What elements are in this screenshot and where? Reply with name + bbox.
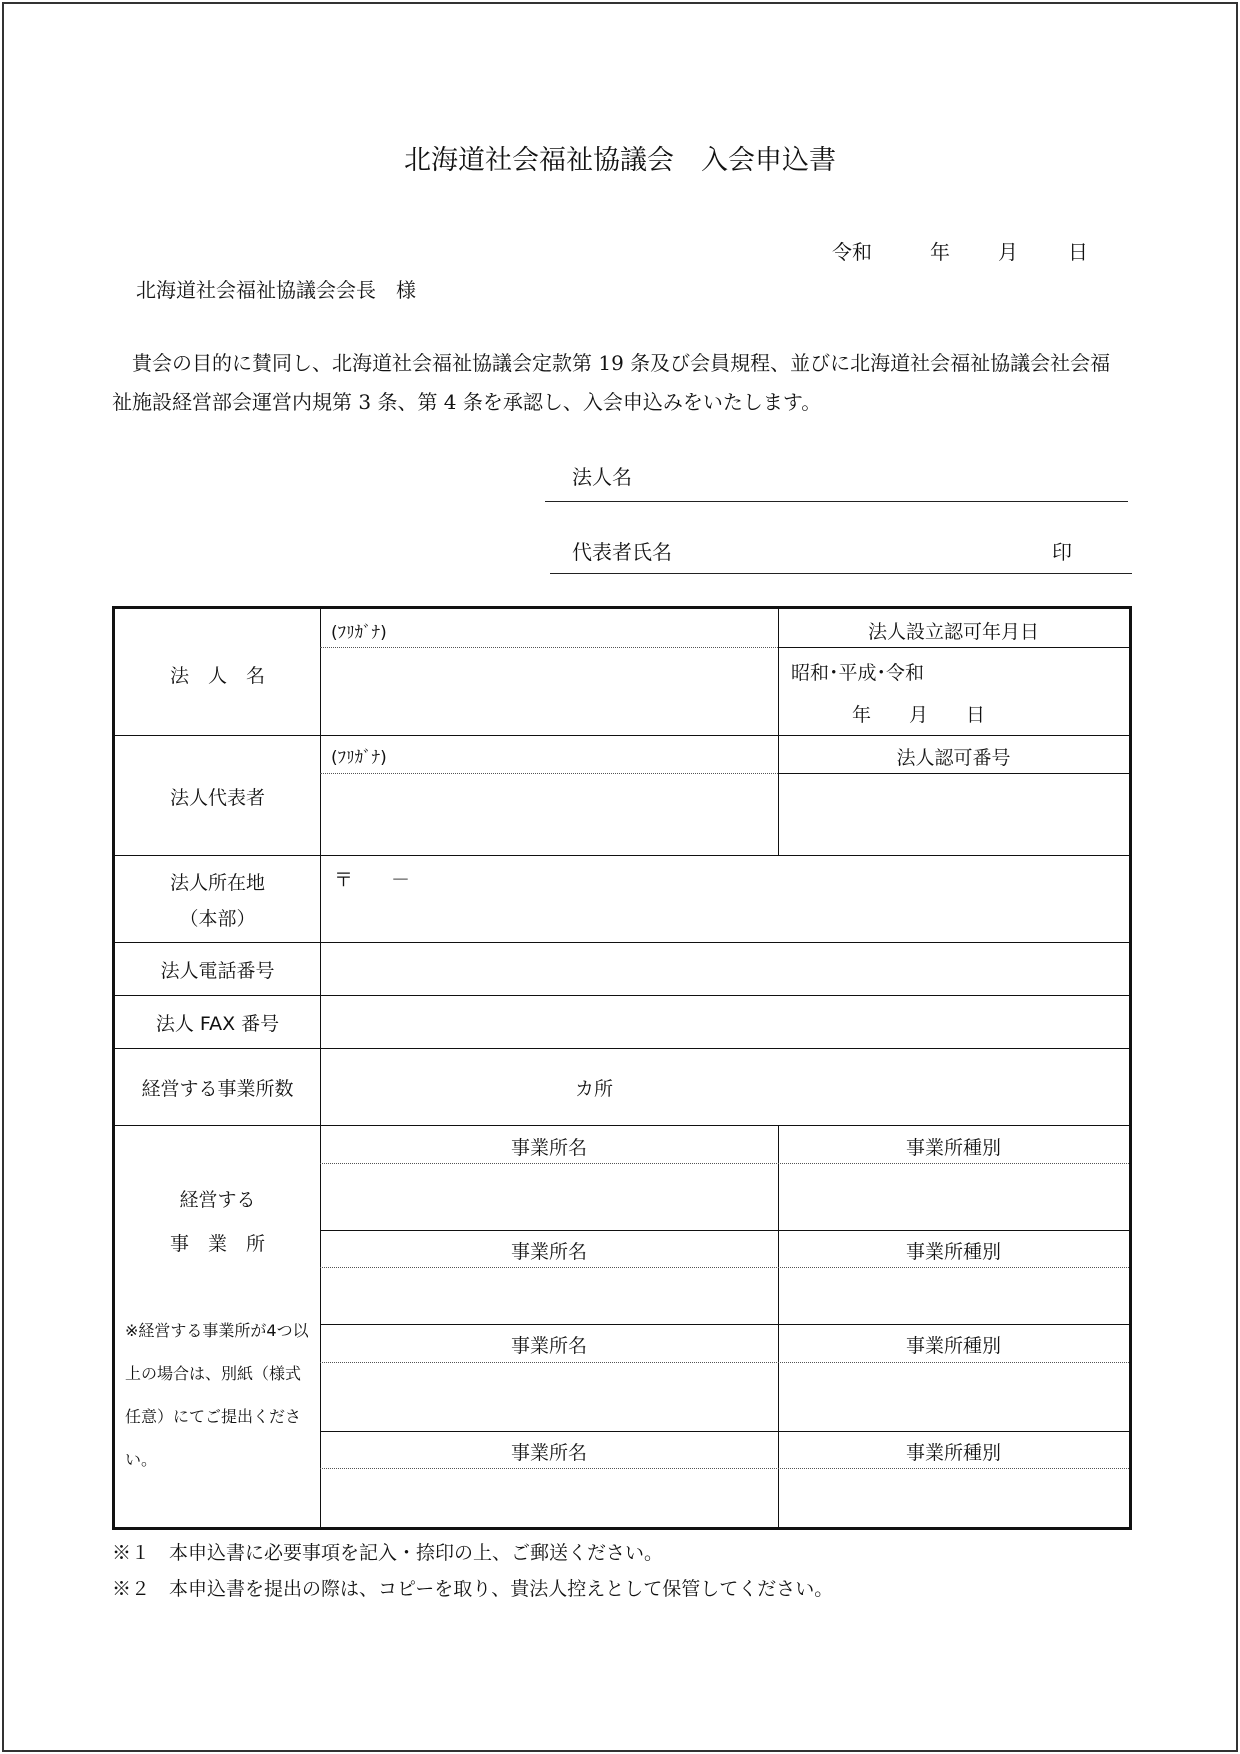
office-type-field[interactable] [779, 1363, 1129, 1431]
approval-no-field[interactable] [779, 774, 1129, 855]
office-count-label: 経営する事業所数 [141, 1078, 294, 1100]
office-name-field[interactable] [321, 1268, 778, 1324]
office-count-field[interactable] [321, 1049, 561, 1125]
phone-field[interactable] [321, 943, 1129, 995]
furigana-label: (ﾌﾘｶﾞﾅ) [331, 748, 387, 768]
office-type-field[interactable] [779, 1268, 1129, 1324]
footnote-1: ※１ 本申込書に必要事項を記入・捺印の上、ご郵送ください。 [112, 1542, 664, 1564]
row-line [320, 1431, 1129, 1432]
application-statement: 貴会の目的に賛同し、北海道社会福祉協議会定款第 19 条及び会員規程、並びに北海道社会福祉協議会社会福祉施設経営部会運営内規第 3 条、第 4 条を承認し、入会申込みをいたします。 [112, 351, 1111, 414]
establish-ymd: 年 月 日 [852, 704, 986, 726]
corp-name-label: 法 人 名 [169, 665, 265, 687]
rep-furigana-field[interactable] [321, 736, 778, 773]
date-year: 年 [930, 240, 950, 264]
signature-corp-name-label: 法人名 [572, 465, 632, 489]
addressee: 北海道社会福祉協議会会長 様 [136, 278, 416, 302]
office-count-unit: カ所 [575, 1078, 614, 1100]
office-type-header: 事業所種別 [905, 1241, 1001, 1263]
office-type-header: 事業所種別 [905, 1335, 1001, 1357]
office-type-field[interactable] [779, 1164, 1129, 1230]
office-type-header: 事業所種別 [905, 1137, 1001, 1159]
signature-rep-name-label: 代表者氏名 [572, 540, 672, 564]
application-form-table [112, 606, 1132, 1530]
row-line [778, 647, 1129, 648]
phone-label: 法人電話番号 [160, 960, 275, 982]
postal-mark: 〒 － [334, 869, 411, 891]
address-label: 法人所在地 [169, 872, 265, 894]
row-line [320, 1230, 1129, 1231]
office-name-header: 事業所名 [510, 1442, 587, 1464]
date-era: 令和 [832, 240, 872, 264]
establish-date-label: 法人設立認可年月日 [867, 621, 1039, 643]
office-name-field[interactable] [321, 1469, 778, 1527]
signature-corp-name-field[interactable] [545, 501, 1128, 502]
date-line [832, 236, 1088, 265]
office-type-field[interactable] [779, 1469, 1129, 1527]
offices-label: 経営する [179, 1189, 256, 1211]
date-month: 月 [998, 240, 1018, 264]
furigana-label: (ﾌﾘｶﾞﾅ) [331, 623, 387, 643]
office-name-header: 事業所名 [510, 1241, 587, 1263]
date-day: 日 [1068, 240, 1088, 264]
address-field[interactable] [321, 856, 1129, 942]
row-line [320, 1324, 1129, 1325]
rep-name-field[interactable] [321, 774, 778, 855]
rep-label: 法人代表者 [169, 787, 265, 809]
corp-name-field[interactable] [321, 648, 778, 735]
fax-field[interactable] [321, 996, 1129, 1048]
signature-rep-name-field[interactable] [550, 573, 1132, 574]
establish-eras: 昭和･平成･令和 [791, 662, 925, 684]
office-name-header: 事業所名 [510, 1137, 587, 1159]
office-name-field[interactable] [321, 1363, 778, 1431]
office-type-header: 事業所種別 [905, 1442, 1001, 1464]
office-name-header: 事業所名 [510, 1335, 587, 1357]
offices-note: ※経営する事業所が4つ以上の場合は、別紙（様式任意）にてご提出ください。 [125, 1321, 309, 1469]
row-line [115, 1125, 1129, 1126]
corp-name-furigana-field[interactable] [321, 610, 778, 647]
approval-no-label: 法人認可番号 [896, 747, 1011, 769]
fax-label: 法人 FAX 番号 [155, 1013, 280, 1035]
offices-label-sub: 事 業 所 [169, 1233, 265, 1255]
document-title: 北海道社会福祉協議会 入会申込書 [404, 145, 836, 176]
office-name-field[interactable] [321, 1164, 778, 1230]
row-line [115, 1048, 1129, 1049]
address-label-sub: （本部） [179, 908, 256, 930]
footnote-2: ※２ 本申込書を提出の際は、コピーを取り、貴法人控えとして保管してください。 [112, 1578, 834, 1600]
seal-label: 印 [1052, 540, 1072, 564]
